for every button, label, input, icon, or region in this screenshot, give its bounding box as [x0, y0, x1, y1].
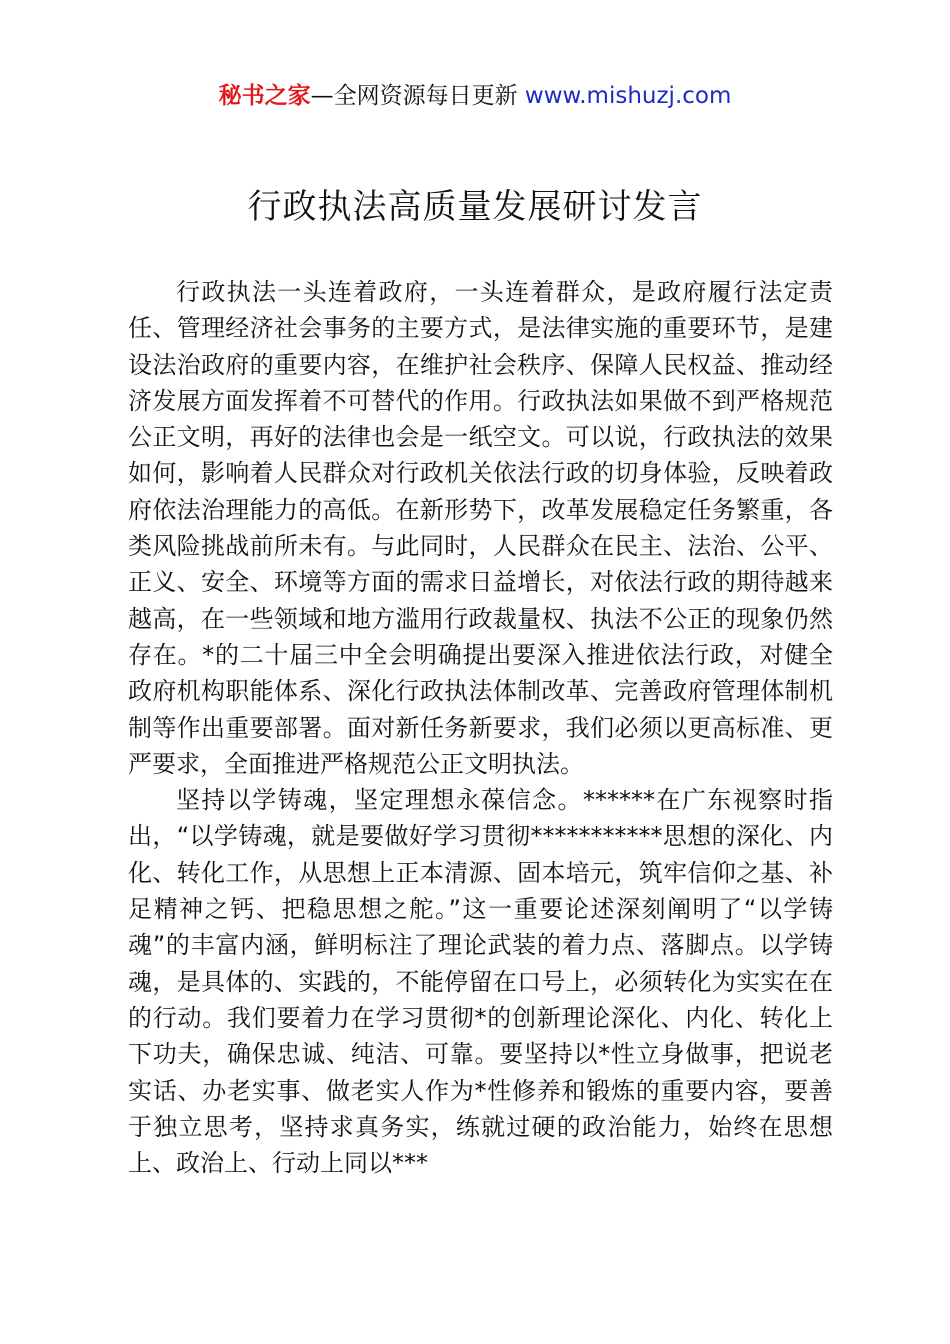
document-title: 行政执法高质量发展研讨发言 — [247, 187, 703, 227]
paragraph: 坚持以学铸魂，坚定理想永葆信念。******在广东视察时指出，“以学铸魂，就是要做好学习贯彻***********思想的深化、内化、转化工作，从思想上正本清源、固本培元，筑牢信仰之基、补足精神之钙、把稳思想之舵。”这一重要论述深刻阐明了“以学铸魂”的丰富内涵，鲜明标注了理论武装的着力点、落脚点。以学铸魂，是具体的、实践的，不能停留在口号上，必须转化为实实在在的行动。我们要着力在学习贯彻*的创新理论深化、内化、转化上下功夫，确保忠诚、纯洁、可靠。要坚持以*性立身做事，把说老实话、办老实事、做老实人作为*性修养和锻炼的重要内容，要善于独立思考，坚持求真务实，练就过硬的政治能力，始终在思想上、政治上、行动上同以*** — [128, 786, 833, 1178]
paragraph: 行政执法一头连着政府，一头连着群众，是政府履行法定责任、管理经济社会事务的主要方式，是法律实施的重要环节，是建设法治政府的重要内容，在维护社会秩序、保障人民权益、推动经济发展方面发挥着不可替代的作用。行政执法如果做不到严格规范公正文明，再好的法律也会是一纸空文。可以说，行政执法的效果如何，影响着人民群众对行政机关依法行政的切身体验，反映着政府依法治理能力的高低。在新形势下，改革发展稳定任务繁重，各类风险挑战前所未有。与此同时，人民群众在民主、法治、公平、正义、安全、环境等方面的需求日益增长，对依法行政的期待越来越高，在一些领域和地方滥用行政裁量权、执法不公正的现象仍然存在。*的二十届三中全会明确提出要深入推进依法行政，对健全政府机构职能体系、深化行政执法体制改革、完善政府管理体制机制等作出重要部署。面对新任务新要求，我们必须以更高标准、更严要求，全面推进严格规范公正文明执法。 — [128, 278, 833, 778]
site-brand: 秘书之家 — [218, 83, 311, 109]
site-header — [0, 80, 950, 112]
document-body — [128, 274, 833, 1181]
site-tagline: —全网资源每日更新 — [310, 83, 525, 109]
site-url-link[interactable]: www.mishuzj.com — [524, 83, 732, 109]
